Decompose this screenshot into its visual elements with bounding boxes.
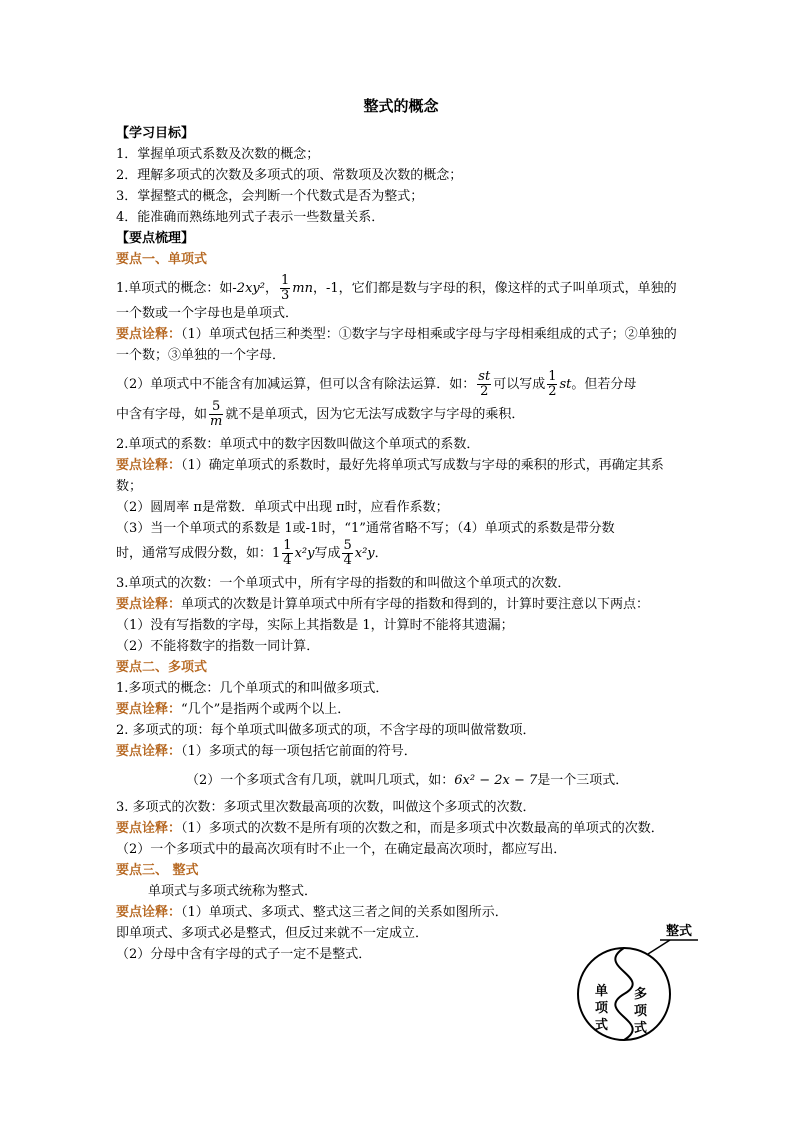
polynomial-terms: 2. 多项式的项：每个单项式叫做多项式的项，不含字母的项叫做常数项．: [116, 723, 536, 738]
coefficient-definition: 2.单项式的系数：单项式中的数字因数叫做这个单项式的系数．: [116, 437, 480, 452]
note-paragraph: 要点诠释：（1）多项式的次数不是所有项的次数之和，而是多项式中次数最高的单项式的次数．: [116, 821, 664, 836]
note-paragraph: （1）没有写指数的字母，实际上其指数是 1，计算时不能将其遗漏；: [116, 618, 514, 633]
note-paragraph: 中含有字母，如 $\frac{5}{m}$ 就不是单项式，因为它无法写成数字与字母的乘积．: [116, 399, 525, 429]
note-paragraph: 即单项式、多项式必是整式，但反过来就不一定成立．: [116, 926, 429, 941]
fraction: $\frac{1}{3}$: [280, 273, 290, 303]
degree-definition: 3.单项式的次数：一个单项式中，所有字母的指数的和叫做这个单项式的次数．: [116, 576, 571, 591]
polynomial-definition: 1.多项式的概念：几个单项式的和叫做多项式．: [116, 681, 389, 696]
note-paragraph: （2）圆周率 π是常数．单项式中出现 π时，应看作系数；: [116, 500, 449, 515]
note-paragraph: 时，通常写成假分数，如：1 $\frac{1}{4}$ x²y写成 $\frac{5}{4}$ x²y．: [116, 538, 388, 568]
relationship-diagram: [574, 922, 704, 1052]
document-page: [116, 96, 686, 965]
note-paragraph: （3）当一个单项式的系数是 1或-1时，“1”通常省略不写；（4）单项式的系数是带分数: [116, 521, 615, 536]
note-paragraph: （2）一个多项式中的最高次项有时不止一个，在确定最高次项时，都应写出．: [116, 842, 567, 857]
diagram-label-pointer: [648, 940, 670, 954]
note-paragraph: （2）一个多项式含有几项，就叫几项式，如：6x² − 2x − 7是一个三项式．: [186, 773, 629, 788]
note-paragraph: （2）单项式中不能含有加减运算，但可以含有除法运算．如： $\frac{st}{2}$ 可以写成 $\frac{1}{2}$ st。但若分母: [116, 369, 637, 399]
learning-goals-heading: 【学习目标】: [116, 126, 195, 141]
note-paragraph: 要点诠释：（1）单项式、多项式、整式这三者之间的关系如图所示．: [116, 905, 508, 920]
note-paragraph: 要点诠释：单项式的次数是计算单项式中所有字母的指数和得到的，计算时要注意以下两点：: [116, 597, 650, 612]
note-paragraph: 要点诠释：（1）多项式的每一项包括它前面的符号．: [116, 744, 417, 759]
note-paragraph: （2）分母中含有字母的式子一定不是整式．: [116, 947, 372, 962]
diagram-outer-label: 整式: [666, 924, 693, 939]
note-paragraph: 要点诠释：（1）确定单项式的系数时，最好先将单项式写成数与字母的乘积的形式，再确定其系数；: [116, 458, 664, 494]
diagram-left-label: 单 项 式: [595, 984, 609, 1033]
goal-item: 2．理解多项式的次数及多项式的项、常数项及次数的概念；: [116, 168, 463, 183]
integral-expression-definition: 单项式与多项式统称为整式．: [148, 884, 318, 899]
monomial-definition: 1.单项式的概念：如-2xy²， $\frac{1}{3}$ mn，-1，它们都是数与字母的积，像这样的式子叫单项式，单独的一个数或一个字母也是单项式．: [116, 273, 677, 321]
section1-heading: 要点一、单项式: [116, 252, 208, 267]
section3-heading: 要点三、 整式: [116, 863, 199, 878]
goal-item: 3．掌握整式的概念，会判断一个代数式是否为整式；: [116, 189, 424, 204]
section2-heading: 要点二、多项式: [116, 660, 208, 675]
diagram-divider-curve: [615, 948, 632, 1040]
diagram-right-label: 多 项 式: [634, 987, 648, 1036]
goal-item: 1．掌握单项式系数及次数的概念；: [116, 147, 320, 162]
key-points-heading: 【要点梳理】: [116, 231, 195, 246]
goal-item: 4．能准确而熟练地列式子表示一些数量关系．: [116, 210, 385, 225]
note-paragraph: 要点诠释：（1）单项式包括三种类型：①数字与字母相乘或字母与字母相乘组成的式子；②单独的一个数；③单独的一个字母．: [116, 327, 677, 363]
page-title: 整式的概念: [363, 97, 439, 115]
polynomial-degree: 3. 多项式的次数：多项式里次数最高项的次数，叫做这个多项式的次数．: [116, 800, 536, 815]
note-paragraph: （2）不能将数字的指数一同计算．: [116, 639, 320, 654]
note-paragraph: 要点诠释：“几个”是指两个或两个以上．: [116, 702, 351, 717]
